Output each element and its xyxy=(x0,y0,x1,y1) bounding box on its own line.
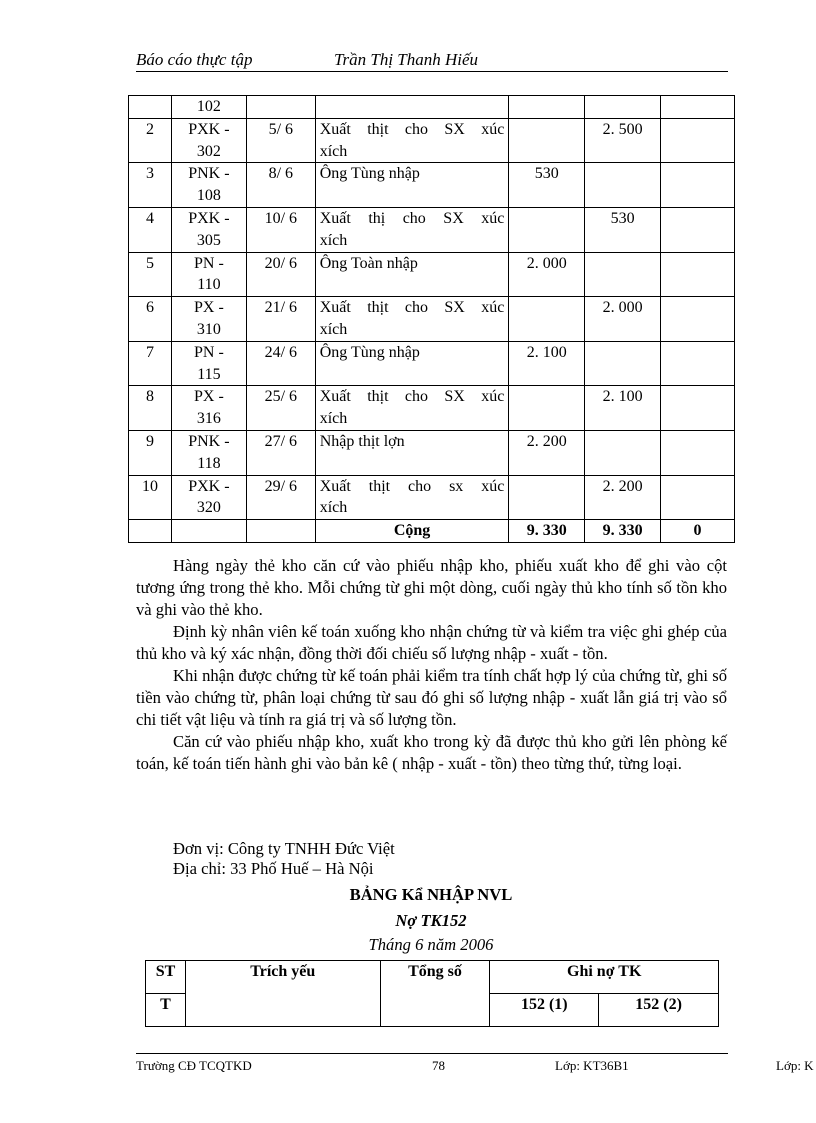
table-row xyxy=(129,207,735,252)
row-doc: PN - 115 xyxy=(171,341,246,386)
row-description: Nhập thịt lợn xyxy=(315,430,509,475)
row-stock xyxy=(661,252,735,297)
row-stock xyxy=(661,118,735,163)
row-doc: PX - 310 xyxy=(171,297,246,342)
table-row xyxy=(129,341,735,386)
footer-rule xyxy=(136,1053,728,1054)
row-in xyxy=(509,207,585,252)
table2-subtitle: Nợ TK152 xyxy=(395,911,467,930)
footer-class-cut: Lớp: K xyxy=(776,1058,814,1073)
row-stock xyxy=(661,163,735,208)
row-out xyxy=(585,252,661,297)
row-date: 27/ 6 xyxy=(246,430,315,475)
row-description: Xuất thịt cho SX xúc xích xyxy=(315,297,509,342)
row-doc: PX - 316 xyxy=(171,386,246,431)
row-date: 5/ 6 xyxy=(246,118,315,163)
table-row xyxy=(129,252,735,297)
row-doc: PXK - 305 xyxy=(171,207,246,252)
row-stock xyxy=(661,207,735,252)
row-in xyxy=(509,386,585,431)
row-in: 2. 200 xyxy=(509,430,585,475)
address-line: Địa chỉ: 33 Phố Huế – Hà Nội xyxy=(173,859,374,878)
table-row xyxy=(129,118,735,163)
row-stt: 5 xyxy=(129,252,172,297)
row-out: 530 xyxy=(585,207,661,252)
paragraph: Khi nhận được chứng từ kế toán phải kiểm tra tính chất hợp lý của chứng từ, ghi số tiền vào chứng từ, phân loại chứng từ sau đó ghi số lượng nhập - xuất lẫn giá trị vào sổ chi tiết vật liệu và tính ra giá trị và số lượng tồn. xyxy=(136,666,727,729)
row-description: Xuất thị cho SX xúc xích xyxy=(315,207,509,252)
row-out xyxy=(585,163,661,208)
col-152-1: 152 (1) xyxy=(490,994,599,1027)
doc-number: 102 xyxy=(171,96,246,119)
row-stt: 9 xyxy=(129,430,172,475)
row-date: 20/ 6 xyxy=(246,252,315,297)
row-doc: PXK - 302 xyxy=(171,118,246,163)
row-stt: 10 xyxy=(129,475,172,520)
row-out xyxy=(585,430,661,475)
paragraph: Căn cứ vào phiếu nhập kho, xuất kho trong kỳ đã được thủ kho gửi lên phòng kế toán, kế toán tiến hành ghi vào bản kê ( nhập - xuất - tồn) theo từng thứ, từng loại. xyxy=(136,732,727,773)
footer-school: Trường CĐ TCQTKD xyxy=(136,1058,252,1073)
row-stt: 4 xyxy=(129,207,172,252)
row-stock xyxy=(661,430,735,475)
row-date: 10/ 6 xyxy=(246,207,315,252)
col-summary: Trích yếu xyxy=(185,961,380,1027)
table2-title: BẢNG Kẩ NHẬP NVL xyxy=(349,885,513,904)
row-date: 29/ 6 xyxy=(246,475,315,520)
row-out: 2. 000 xyxy=(585,297,661,342)
paragraph: Hàng ngày thẻ kho căn cứ vào phiếu nhập kho, phiếu xuất kho để ghi vào cột tương ứng trong thẻ kho. Mỗi chứng từ ghi một dòng, cuối ngày thủ kho tính số tồn kho và ghi vào thẻ kho. xyxy=(136,556,727,619)
row-in xyxy=(509,475,585,520)
table-row xyxy=(129,430,735,475)
row-description: Xuất thịt cho sx xúc xích xyxy=(315,475,509,520)
row-date: 25/ 6 xyxy=(246,386,315,431)
col-152-2: 152 (2) xyxy=(599,994,719,1027)
total-row xyxy=(129,520,735,543)
stock-card-table xyxy=(128,95,735,543)
table-row xyxy=(129,386,735,431)
table-row xyxy=(129,297,735,342)
row-doc: PXK - 320 xyxy=(171,475,246,520)
row-stt: 2 xyxy=(129,118,172,163)
paragraph: Định kỳ nhân viên kế toán xuống kho nhận chứng từ và kiểm tra việc ghi ghép của thủ kho và ký xác nhận, đồng thời đối chiếu số lượng nhập - xuất - tồn. xyxy=(136,622,727,663)
body-text xyxy=(136,555,727,775)
row-description: Ông Toàn nhập xyxy=(315,252,509,297)
header-rule xyxy=(136,71,728,72)
row-doc: PNK - 118 xyxy=(171,430,246,475)
total-in: 9. 330 xyxy=(509,520,585,543)
row-description: Ông Tùng nhập xyxy=(315,163,509,208)
row-stock xyxy=(661,297,735,342)
footer-page-number: 78 xyxy=(432,1058,445,1073)
row-out: 2. 200 xyxy=(585,475,661,520)
material-import-table xyxy=(145,960,719,1027)
row-stock xyxy=(661,341,735,386)
col-stt-cont: T xyxy=(146,994,186,1027)
total-stock: 0 xyxy=(661,520,735,543)
header-author: Trần Thị Thanh Hiếu xyxy=(334,50,479,69)
row-stt: 3 xyxy=(129,163,172,208)
table-row xyxy=(129,163,735,208)
row-description: Xuất thịt cho SX xúc xích xyxy=(315,386,509,431)
row-description: Ông Tùng nhập xyxy=(315,341,509,386)
row-description: Xuất thịt cho SX xúc xích xyxy=(315,118,509,163)
row-in: 2. 000 xyxy=(509,252,585,297)
row-date: 21/ 6 xyxy=(246,297,315,342)
row-in: 530 xyxy=(509,163,585,208)
total-label: Cộng xyxy=(315,520,509,543)
header-report-title: Báo cáo thực tập xyxy=(136,50,253,69)
row-stt: 7 xyxy=(129,341,172,386)
row-doc: PN - 110 xyxy=(171,252,246,297)
table-row xyxy=(129,475,735,520)
row-out xyxy=(585,341,661,386)
row-stt: 8 xyxy=(129,386,172,431)
footer-class: Lớp: KT36B1 xyxy=(555,1058,629,1073)
row-in xyxy=(509,118,585,163)
row-stock xyxy=(661,475,735,520)
row-out: 2. 500 xyxy=(585,118,661,163)
row-doc: PNK - 108 xyxy=(171,163,246,208)
table2-period: Tháng 6 năm 2006 xyxy=(368,935,494,954)
unit-line: Đơn vị: Công ty TNHH Đức Việt xyxy=(173,839,395,858)
total-out: 9. 330 xyxy=(585,520,661,543)
row-date: 8/ 6 xyxy=(246,163,315,208)
col-total: Tổng số xyxy=(380,961,490,1027)
table-row xyxy=(129,96,735,119)
row-in: 2. 100 xyxy=(509,341,585,386)
row-in xyxy=(509,297,585,342)
row-date: 24/ 6 xyxy=(246,341,315,386)
row-stock xyxy=(661,386,735,431)
col-stt: ST xyxy=(146,961,186,994)
row-out: 2. 100 xyxy=(585,386,661,431)
row-stt: 6 xyxy=(129,297,172,342)
col-debit: Ghi nợ TK xyxy=(490,961,719,994)
